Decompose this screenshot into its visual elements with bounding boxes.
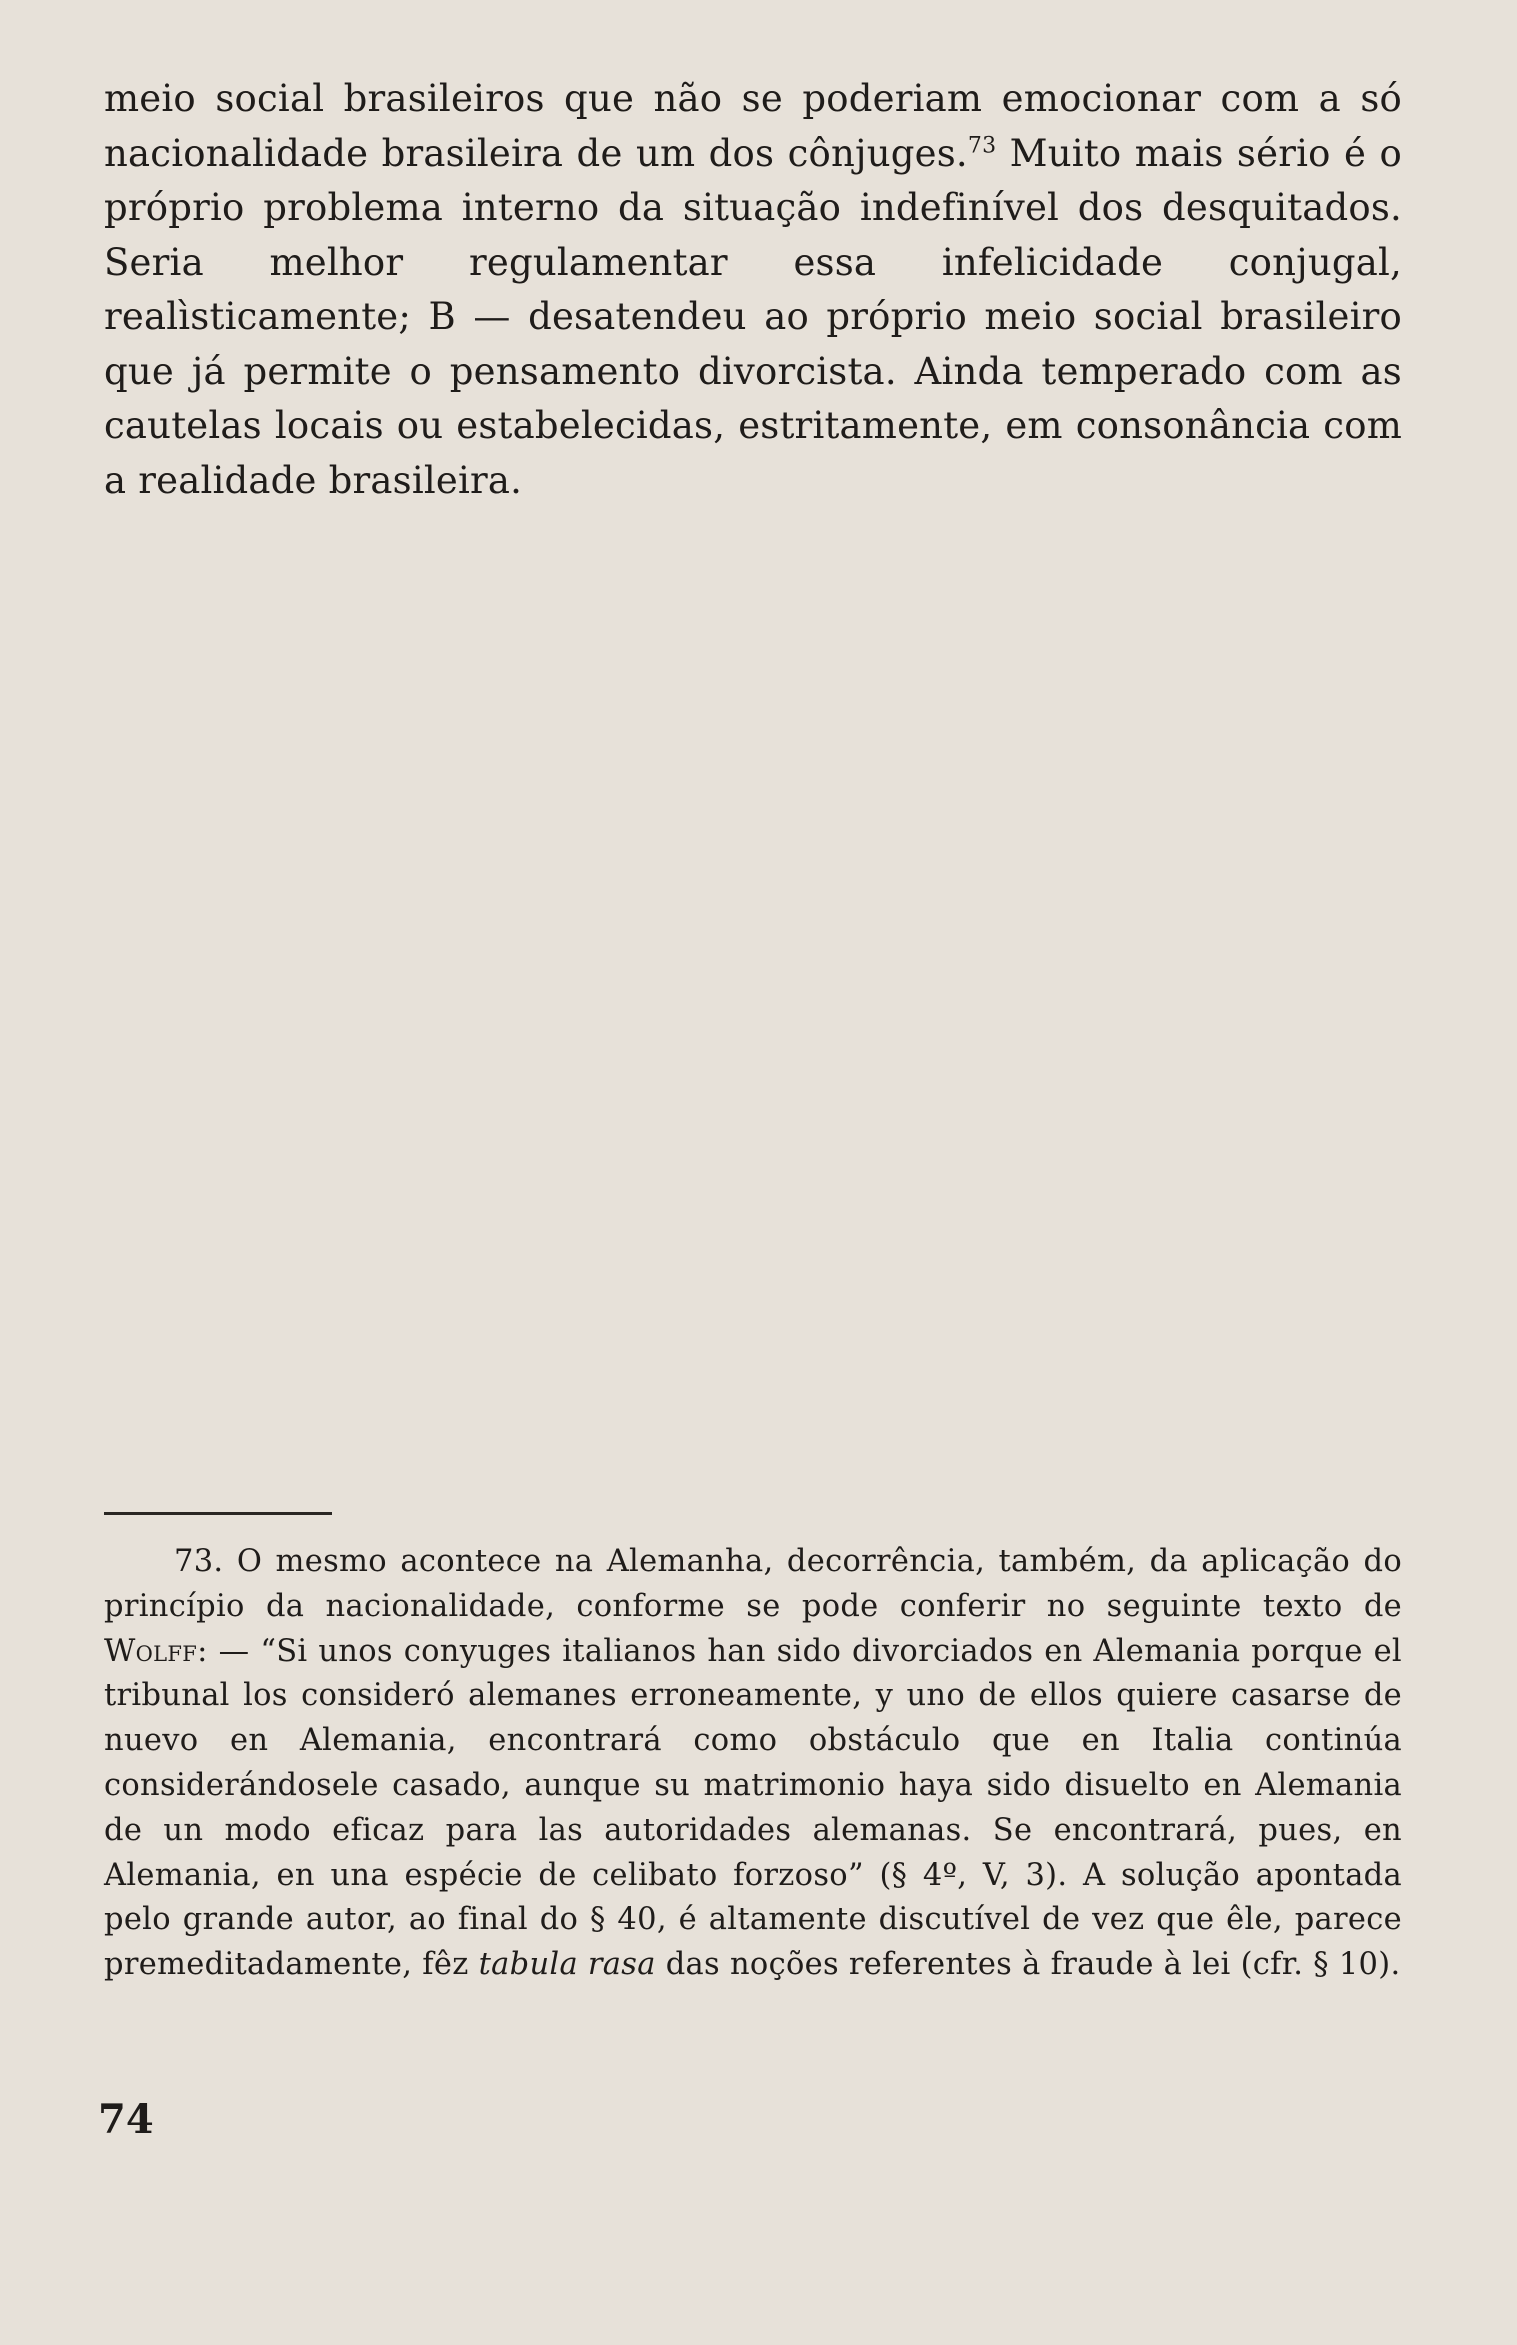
footnote-italic-term: tabula rasa bbox=[478, 1947, 656, 1983]
footnote-paragraph bbox=[104, 1540, 1402, 1988]
page-number: 74 bbox=[98, 2096, 154, 2143]
footnote-text-3: das noções referentes à fraude à lei (cfr. § 10). bbox=[655, 1947, 1401, 1983]
footnote-text-1: O mesmo acontece na Alemanha, decorrência, também, da aplicação do princípio da nacionalidade, conforme se pode conferir no seguinte texto de bbox=[104, 1544, 1402, 1624]
footnote-divider bbox=[104, 1512, 332, 1515]
footnote-number: 73. bbox=[174, 1544, 224, 1579]
footnote bbox=[104, 1540, 1402, 1988]
body-paragraph bbox=[104, 72, 1402, 508]
body-text-part-2: Muito mais sério é o próprio problema interno da situação indefinível dos desquitados. Seria melhor regulamentar essa infelicidade conjugal, realìsticamente; B — desatendeu ao próprio meio social brasileiro que já permite o pensamento divorcista. Ainda temperado com as cautelas locais ou estabelecidas, estritamente, em consonância com a realidade brasileira. bbox=[104, 131, 1402, 502]
footnote-author: Wolff bbox=[104, 1633, 198, 1669]
body-text bbox=[104, 72, 1402, 508]
footnote-text-2: : — “Si unos conyuges italianos han sido divorciados en Alemania porque el tribunal los consideró alemanes erroneamente, y uno de ellos quiere casarse de nuevo en Alemania, encontrará como obstáculo que en Italia continúa considerándosele casado, aunque su matrimonio haya sido disuelto en Alemania de un modo eficaz para las autoridades alemanas. Se encontrará, pues, en Alemania, en una espécie de celibato forzoso” (§ 4º, V, 3). A solução apontada pelo grande autor, ao final do § 40, é altamente discutível de vez que êle, parece premeditadamente, fêz bbox=[104, 1633, 1402, 1983]
body-text-part-1: meio social brasileiros que não se poderiam emocionar com a só nacionalidade brasileira de um dos cônjuges. bbox=[104, 77, 1402, 175]
footnote-reference: 73 bbox=[967, 133, 997, 159]
